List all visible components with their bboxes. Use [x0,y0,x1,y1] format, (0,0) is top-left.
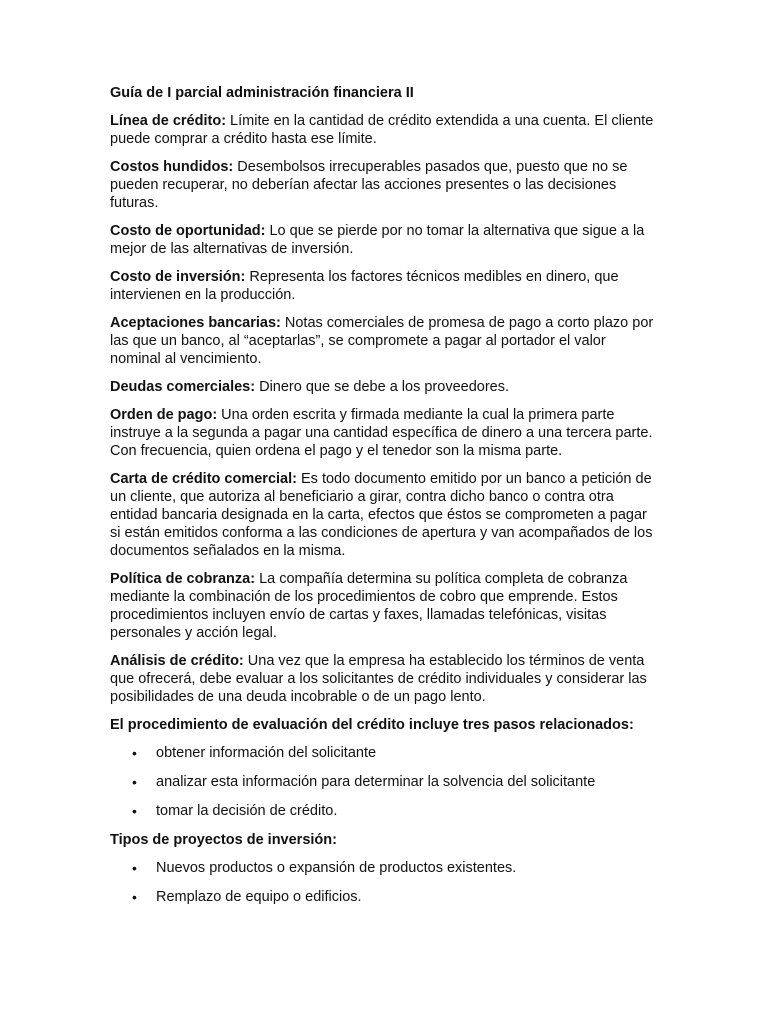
definition-text: Desembolsos irrecuperables pasados que, puesto que no se pueden recuperar, no deberían afectar las acciones presentes o las decisiones futuras. [110,159,628,211]
bullet-icon: • [132,889,137,905]
bullet-icon: • [132,745,137,761]
list-item-text: Nuevos productos o expansión de productos existentes. [156,860,517,876]
definition-linea-de-credito [110,112,660,148]
credit-evaluation-heading: El procedimiento de evaluación del crédito incluye tres pasos relacionados: [110,717,634,733]
definition-term: Costo de inversión: [110,269,246,285]
definition-term: Análisis de crédito: [110,653,244,669]
definition-costos-hundidos [110,158,660,212]
definition-text: Es todo documento emitido por un banco a petición de un cliente, que autoriza al beneficiario a girar, contra dicho banco o contra otra entidad bancaria designada en la carta, efectos que éstos se comprometen a pagar si están emitidos conforma a las condiciones de apertura y van acompañados de los documentos señalados en la misma. [110,471,653,559]
definition-text: La compañía determina su política completa de cobranza mediante la combinación de los procedimientos de cobro que emprende. Estos procedimientos incluyen envío de cartas y faxes, llamadas telefónicas, visitas personales y acción legal. [110,571,628,641]
definition-text: Una orden escrita y firmada mediante la cual la primera parte instruye a la segunda a pagar una cantidad específica de dinero a una tercera parte. Con frecuencia, quien ordena el pago y el tenedor son la misma parte. [110,407,653,459]
definition-aceptaciones-bancarias [110,314,660,368]
definition-term: Línea de crédito: [110,113,227,129]
list-item [110,859,660,877]
definition-costo-de-inversion [110,268,660,304]
definition-term: Carta de crédito comercial: [110,471,297,487]
definition-deudas-comerciales [110,378,660,396]
definition-term: Costos hundidos: [110,159,234,175]
definition-carta-de-credito-comercial [110,470,660,560]
definition-term: Orden de pago: [110,407,218,423]
list-item [110,744,660,762]
bullet-icon: • [132,803,137,819]
investment-types-list [110,859,660,906]
definition-analisis-de-credito [110,652,660,706]
definition-text: Límite en la cantidad de crédito extendida a una cuenta. El cliente puede comprar a crédito hasta ese límite. [110,113,654,147]
definition-orden-de-pago [110,406,660,460]
definition-term: Costo de oportunidad: [110,223,266,239]
definition-text: Dinero que se debe a los proveedores. [255,379,509,395]
investment-types-heading: Tipos de proyectos de inversión: [110,832,337,848]
list-item-text: tomar la decisión de crédito. [156,803,338,819]
bullet-icon: • [132,774,137,790]
definition-text: Notas comerciales de promesa de pago a corto plazo por las que un banco, al “aceptarlas”, se compromete a pagar al portador el valor nominal al vencimiento. [110,315,654,367]
definition-text: Lo que se pierde por no tomar la alternativa que sigue a la mejor de las alternativas de inversión. [110,223,645,257]
definition-text: Representa los factores técnicos medibles en dinero, que intervienen en la producción. [110,269,619,303]
list-item [110,802,660,820]
list-item-text: analizar esta información para determinar la solvencia del solicitante [156,774,596,790]
list-item [110,888,660,906]
list-item-text: obtener información del solicitante [156,745,377,761]
definition-politica-de-cobranza [110,570,660,642]
document-title: Guía de I parcial administración financiera II [110,85,414,101]
definition-text: Una vez que la empresa ha establecido los términos de venta que ofrecerá, debe evaluar a los solicitantes de crédito individuales y considerar las posibilidades de una deuda incobrable o de un pago lento. [110,653,647,705]
definition-term: Deudas comerciales: [110,379,256,395]
credit-evaluation-list [110,744,660,820]
list-item-text: Remplazo de equipo o edificios. [156,889,362,905]
definition-term: Política de cobranza: [110,571,256,587]
definition-term: Aceptaciones bancarias: [110,315,281,331]
bullet-icon: • [132,860,137,876]
definition-costo-de-oportunidad [110,222,660,258]
list-item [110,773,660,791]
